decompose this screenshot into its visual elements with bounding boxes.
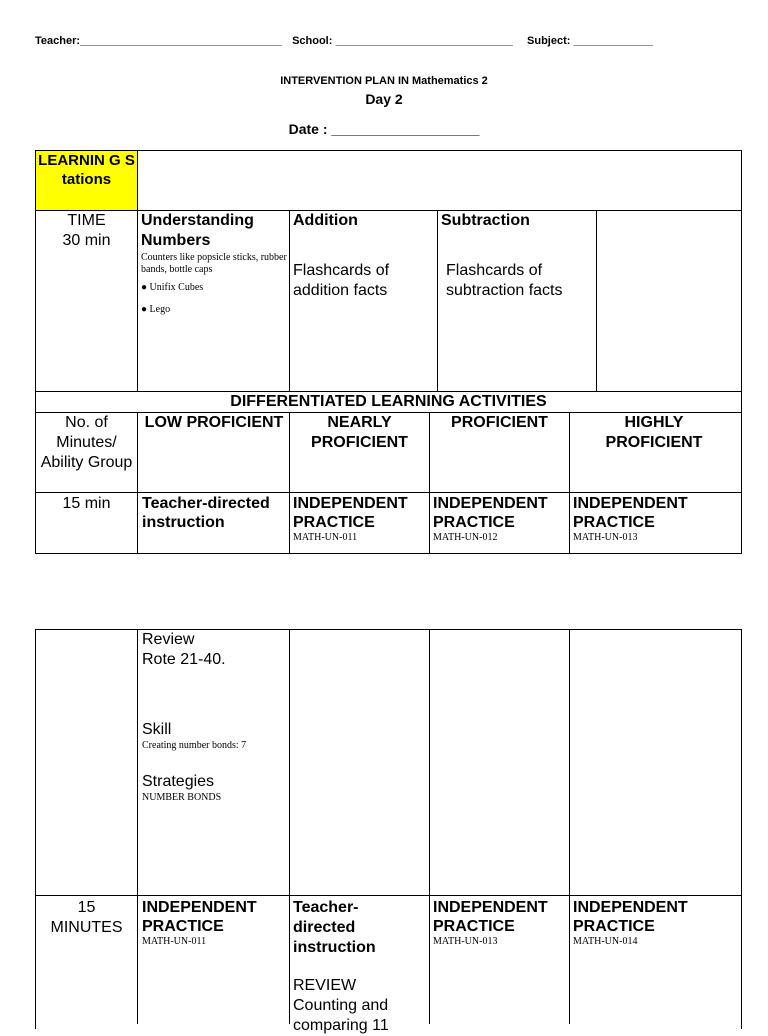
activity-code: MATH-UN-013: [573, 532, 638, 543]
station-desc: Flashcards of subtraction facts: [446, 262, 563, 299]
date-label: Date :: [288, 121, 328, 137]
station-addition: [293, 211, 435, 301]
station-note: Counters like popsicle sticks, rubber bands, bottle caps: [141, 252, 287, 275]
time-cell: [36, 211, 137, 251]
activity-text: INDEPENDENT PRACTICE: [433, 899, 548, 935]
row1-nearly-activity: [293, 494, 428, 544]
station-title: Addition: [293, 212, 358, 229]
station-title: Understanding Numbers: [141, 212, 254, 249]
activity-code: MATH-UN-012: [433, 532, 498, 543]
header-line: [35, 35, 653, 47]
activity-text: Teacher-directed instruction: [293, 899, 376, 956]
station-title: Subtraction: [441, 212, 530, 229]
group-nearly-proficient: NEARLY PROFICIENT: [311, 414, 408, 451]
activity-text: INDEPENDENT PRACTICE: [573, 899, 688, 935]
skill-value: Creating number bonds: 7: [142, 740, 247, 751]
day-title: Day 2: [365, 91, 403, 107]
station-subtraction: [441, 211, 593, 301]
activity-text: INDEPENDENT PRACTICE: [142, 899, 257, 935]
review-cell: [142, 630, 287, 804]
row2-highly-activity: [573, 898, 733, 948]
school-line[interactable]: _____________________________: [335, 35, 513, 47]
activity-code: MATH-UN-011: [142, 936, 207, 947]
activity-code: MATH-UN-011: [293, 532, 358, 543]
activity-text: INDEPENDENT PRACTICE: [573, 495, 688, 531]
review-label: Review: [142, 631, 195, 648]
row1-minutes: 15 min: [62, 495, 111, 512]
group-highly-proficient: HIGHLY PROFICIENT: [605, 414, 703, 451]
row1-low-activity: Teacher-directed instruction: [142, 495, 270, 531]
date-field: [0, 121, 768, 137]
subject-label: Subject:: [527, 35, 571, 47]
group-label: No. of Minutes/ Ability Group: [40, 414, 133, 471]
bullet-item: ● Unifix Cubes: [141, 282, 204, 293]
activity-code: MATH-UN-013: [433, 936, 498, 947]
bullet-item: ● Lego: [141, 304, 171, 315]
activity-code: MATH-UN-014: [573, 936, 638, 947]
station-understanding-numbers: [141, 211, 287, 316]
row1-highly-activity: [573, 494, 733, 544]
review-value: Rote 21-40.: [142, 651, 226, 668]
strategies-value: NUMBER BONDS: [142, 792, 222, 803]
dla-title: DIFFERENTIATED LEARNING ACTIVITIES: [230, 393, 547, 410]
row2-proficient-activity: [433, 898, 568, 948]
plan-title: INTERVENTION PLAN IN Mathematics 2: [280, 75, 488, 87]
learning-stations-label: LEARNIN G Stations: [36, 151, 137, 210]
row2-low-activity: [142, 898, 287, 948]
group-proficient: PROFICIENT: [451, 414, 548, 431]
skill-label: Skill: [142, 721, 172, 738]
teacher-label: Teacher:: [35, 35, 81, 47]
row2-nearly-activity: [293, 898, 423, 1036]
time-label: TIME: [67, 212, 106, 229]
activity-text: INDEPENDENT PRACTICE: [433, 495, 548, 531]
school-label: School:: [292, 35, 333, 47]
group-low-proficient: LOW PROFICIENT: [144, 414, 284, 431]
subject-line[interactable]: _____________: [573, 35, 654, 47]
row2-minutes: 15 MINUTES: [50, 899, 123, 936]
teacher-line[interactable]: _________________________________: [80, 35, 282, 47]
strategies-label: Strategies: [142, 773, 215, 790]
time-value: 30 min: [62, 232, 111, 249]
activity-text: INDEPENDENT PRACTICE: [293, 495, 408, 531]
row1-proficient-activity: [433, 494, 568, 544]
date-line[interactable]: ___________________: [331, 121, 480, 137]
station-desc: Flashcards of addition facts: [293, 262, 390, 299]
activity-extra: REVIEW Counting and comparing 11: [293, 977, 389, 1034]
